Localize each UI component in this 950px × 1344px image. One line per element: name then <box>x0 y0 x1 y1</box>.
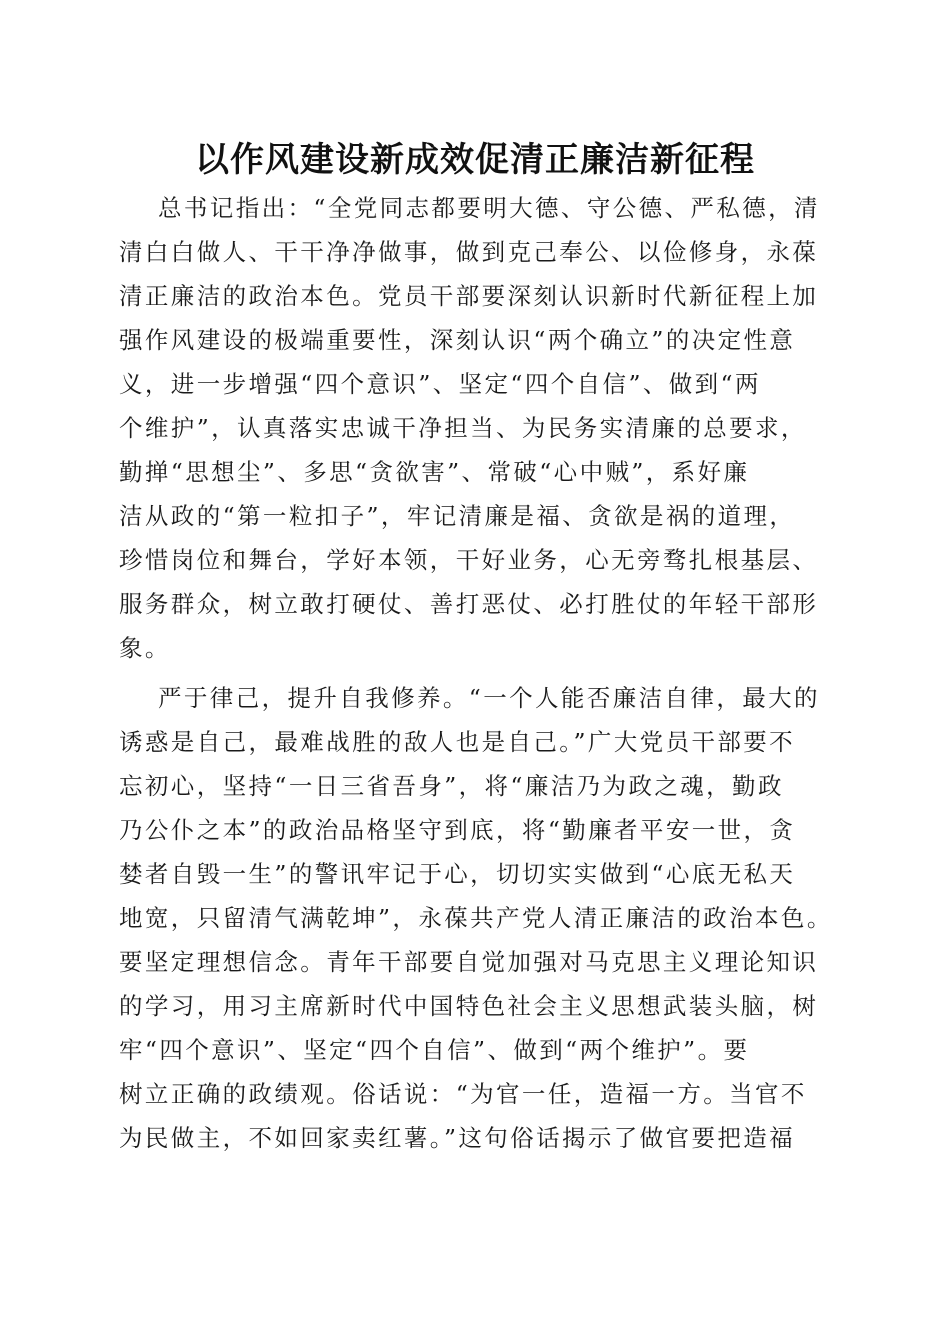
paragraph-line: 服务群众，树立敢打硬仗、善打恶仗、必打胜仗的年轻干部形 <box>119 590 819 618</box>
paragraph-line: 清正廉洁的政治本色。党员干部要深刻认识新时代新征程上加 <box>119 282 819 310</box>
paragraph-line: 的学习，用习主席新时代中国特色社会主义思想武装头脑，树 <box>119 992 819 1020</box>
paragraph-line: 总书记指出：“全党同志都要明大德、守公德、严私德，清 <box>158 194 820 222</box>
paragraph-line: 乃公仆之本”的政治品格坚守到底，将“勤廉者平安一世，贪 <box>119 816 796 844</box>
paragraph-line: 个维护”，认真落实忠诚干净担当、为民务实清廉的总要求， <box>119 414 807 442</box>
paragraph-line: 诱惑是自己，最难战胜的敌人也是自己。”广大党员干部要不 <box>119 728 796 756</box>
paragraph-line: 要坚定理想信念。青年干部要自觉加强对马克思主义理论知识 <box>119 948 819 976</box>
paragraph-line: 象。 <box>119 634 171 662</box>
paragraph-line: 忘初心，坚持“一日三省吾身”，将“廉洁乃为政之魂，勤政 <box>119 772 784 800</box>
paragraph-line: 牢“四个意识”、坚定“四个自信”、做到“两个维护”。要 <box>119 1036 750 1064</box>
paragraph-line: 地宽，只留清气满乾坤”，永葆共产党人清正廉洁的政治本色。 <box>119 904 833 932</box>
paragraph-line: 树立正确的政绩观。俗话说：“为官一任，造福一方。当官不 <box>119 1080 807 1108</box>
paragraph-line: 珍惜岗位和舞台，学好本领，干好业务，心无旁骛扎根基层、 <box>119 546 819 574</box>
paragraph-line: 洁从政的“第一粒扣子”，牢记清廉是福、贪欲是祸的道理， <box>119 502 796 530</box>
paragraph-line: 勤掸“思想尘”、多思“贪欲害”、常破“心中贼”，系好廉 <box>119 458 750 486</box>
paragraph-line: 强作风建设的极端重要性，深刻认识“两个确立”的决定性意 <box>119 326 796 354</box>
paragraph-line: 严于律己，提升自我修养。“一个人能否廉洁自律，最大的 <box>158 684 820 712</box>
paragraph-line: 为民做主，不如回家卖红薯。”这句俗话揭示了做官要把造福 <box>119 1124 796 1152</box>
paragraph-line: 义，进一步增强“四个意识”、坚定“四个自信”、做到“两 <box>119 370 761 398</box>
paragraph-line: 清白白做人、干干净净做事，做到克己奉公、以俭修身，永葆 <box>119 238 819 266</box>
document-title: 以作风建设新成效促清正廉洁新征程 <box>195 140 755 180</box>
paragraph-line: 婪者自毁一生”的警讯牢记于心，切切实实做到“心底无私天 <box>119 860 796 888</box>
